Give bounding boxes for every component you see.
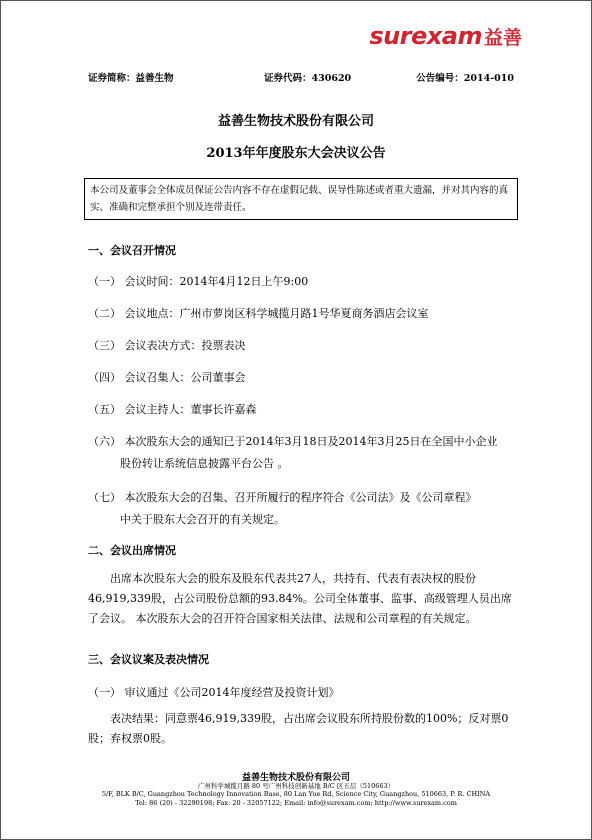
section3-heading: 三、会议议案及表决情况 — [88, 653, 209, 666]
security-short-name: 证券简称：益善生物 — [88, 73, 174, 84]
company-title: 益善生物技术股份有限公司 — [217, 114, 374, 129]
disclaimer-box: 本公司及董事会全体成员保证公告内容不存在虚假记载、误导性陈述或者重大遗漏，并对其内容的真实、准确和完整承担个别及连带责任。 — [84, 178, 518, 220]
chairperson: （五） 会议主持人：董事长许嘉森 — [88, 403, 257, 416]
resolution-item-1: （一） 审议通过《公司2014年度经营及投资计划》 — [88, 686, 340, 699]
section1-heading: 一、会议召开情况 — [88, 244, 176, 257]
procedure-line2: 中关于股东大会召开的有关规定。 — [120, 513, 285, 526]
document-title: 2013年年度股东大会决议公告 — [206, 146, 386, 161]
footer-address-cn: 广州科学城揽月路 80 号广州科技创新基地 B/C 区五层（510663） — [197, 782, 395, 790]
notice-info-line2: 股份转让系统信息披露平台公告 。 — [120, 457, 289, 470]
attendance-paragraph: 出席本次股东大会的股东及股东代表共27人，共持有、代表有表决权的股份46,919,339股，占公司股份总额的93.84%。公司全体董事、监事、高级管理人员出席了会议。 本次股东大会的召开符合国家相关法律、法规和公司章程的有关规定。 — [88, 572, 512, 625]
procedure-line1: （七） 本次股东大会的召集、召开所履行的程序符合《公司法》及《公司章程》 — [88, 491, 477, 504]
footer-contact: Tel: 86 (20) - 32290198; Fax: 20 - 32057122; Email: info@surexam.com; http://www.surexam.com — [135, 799, 457, 807]
footer-company: 益善生物技术股份有限公司 — [241, 773, 350, 783]
voting-method: （三） 会议表决方式：投票表决 — [88, 339, 246, 352]
surexam-logo — [369, 22, 522, 50]
footer-address-en: 5/F, BLK B/C, Guangzhou Technology Innovation Base, 80 Lan Yue Rd, Science City, Guangzhou, 510663, P. R. CHINA — [101, 790, 491, 798]
security-code: 证券代码：430620 — [264, 73, 352, 84]
logo-brand: surexam — [369, 22, 482, 50]
convener: （四） 会议召集人：公司董事会 — [88, 371, 246, 384]
voting-result: 表决结果：同意票46,919,339股，占出席会议股东所持股份数的100%；反对票0股；弃权票0股。 — [88, 712, 509, 745]
notice-info-line1: （六） 本次股东大会的通知已于2014年3月18日及2014年3月25日在全国中小企业 — [88, 435, 498, 448]
section2-heading: 二、会议出席情况 — [88, 544, 176, 557]
meeting-location: （二） 会议地点：广州市萝岗区科学城揽月路1号华夏商务酒店会议室 — [88, 307, 429, 320]
meeting-time: （一） 会议时间：2014年4月12日上午9:00 — [88, 275, 309, 288]
notice-number: 公告编号：2014-010 — [416, 73, 514, 84]
logo-cn: 益善 — [483, 27, 522, 49]
announcement-meta — [88, 70, 514, 84]
